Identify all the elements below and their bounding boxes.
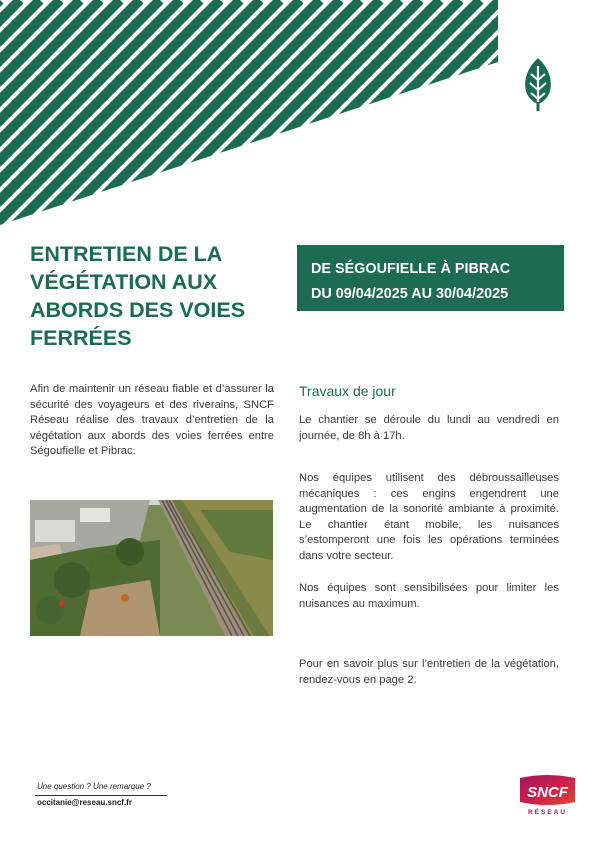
stripe (500, 0, 595, 230)
contact-email[interactable]: occitanie@reseau.sncf.fr (37, 798, 132, 807)
period-label: DU 09/04/2025 AU 30/04/2025 (311, 286, 509, 302)
stripe (520, 0, 595, 230)
leaf-icon (519, 56, 557, 112)
header-stripe-pattern (0, 0, 595, 230)
title-line: FERRÉES (30, 326, 132, 350)
intro-paragraph: Afin de maintenir un réseau fiable et d’assurer la sécurité des voyageurs et des riverains, SNCF Réseau réalise des travaux d’entretien de la végétation aux abords des voies ferrées entre Ségoufielle et Pibrac. (30, 383, 274, 458)
awareness-paragraph: Nos équipes sont sensibilisées pour limiter les nuisances au maximum. (299, 582, 559, 610)
question-prompt: Une question ? Une remarque ? (37, 782, 151, 791)
stripe (480, 0, 595, 230)
title-line: ABORDS DES VOIES (30, 298, 246, 322)
section-heading: Travaux de jour (299, 383, 396, 399)
page-title (30, 240, 280, 352)
logo-subtext: RÉSEAU (527, 809, 568, 816)
title-line: VÉGÉTATION AUX (30, 270, 218, 294)
stripe (360, 0, 595, 230)
title-line: ENTRETIEN DE LA (30, 242, 223, 266)
logo-text: SNCF (527, 784, 568, 801)
stripe (540, 0, 595, 230)
date-banner (297, 245, 564, 311)
equipment-paragraph: Nos équipes utilisent des débroussailleuses mécaniques : ces engins engendrent une augmentation de la sonorité ambiante à proximité. Le chantier étant mobile, les nuisances s’estomperont une fois les opérations terminées dans votre secteur. (299, 472, 559, 562)
stripe (580, 0, 595, 230)
schedule-paragraph: Le chantier se déroule du lundi au vendredi en journée, de 8h à 17h. (299, 414, 559, 442)
more-info-paragraph: Pour en savoir plus sur l’entretien de la végétation, rendez-vous en page 2. (299, 658, 559, 686)
stripe (560, 0, 595, 230)
route-label: DE SÉGOUFIELLE À PIBRAC (311, 261, 511, 277)
aerial-railway-photo (30, 500, 273, 636)
divider (35, 795, 167, 796)
